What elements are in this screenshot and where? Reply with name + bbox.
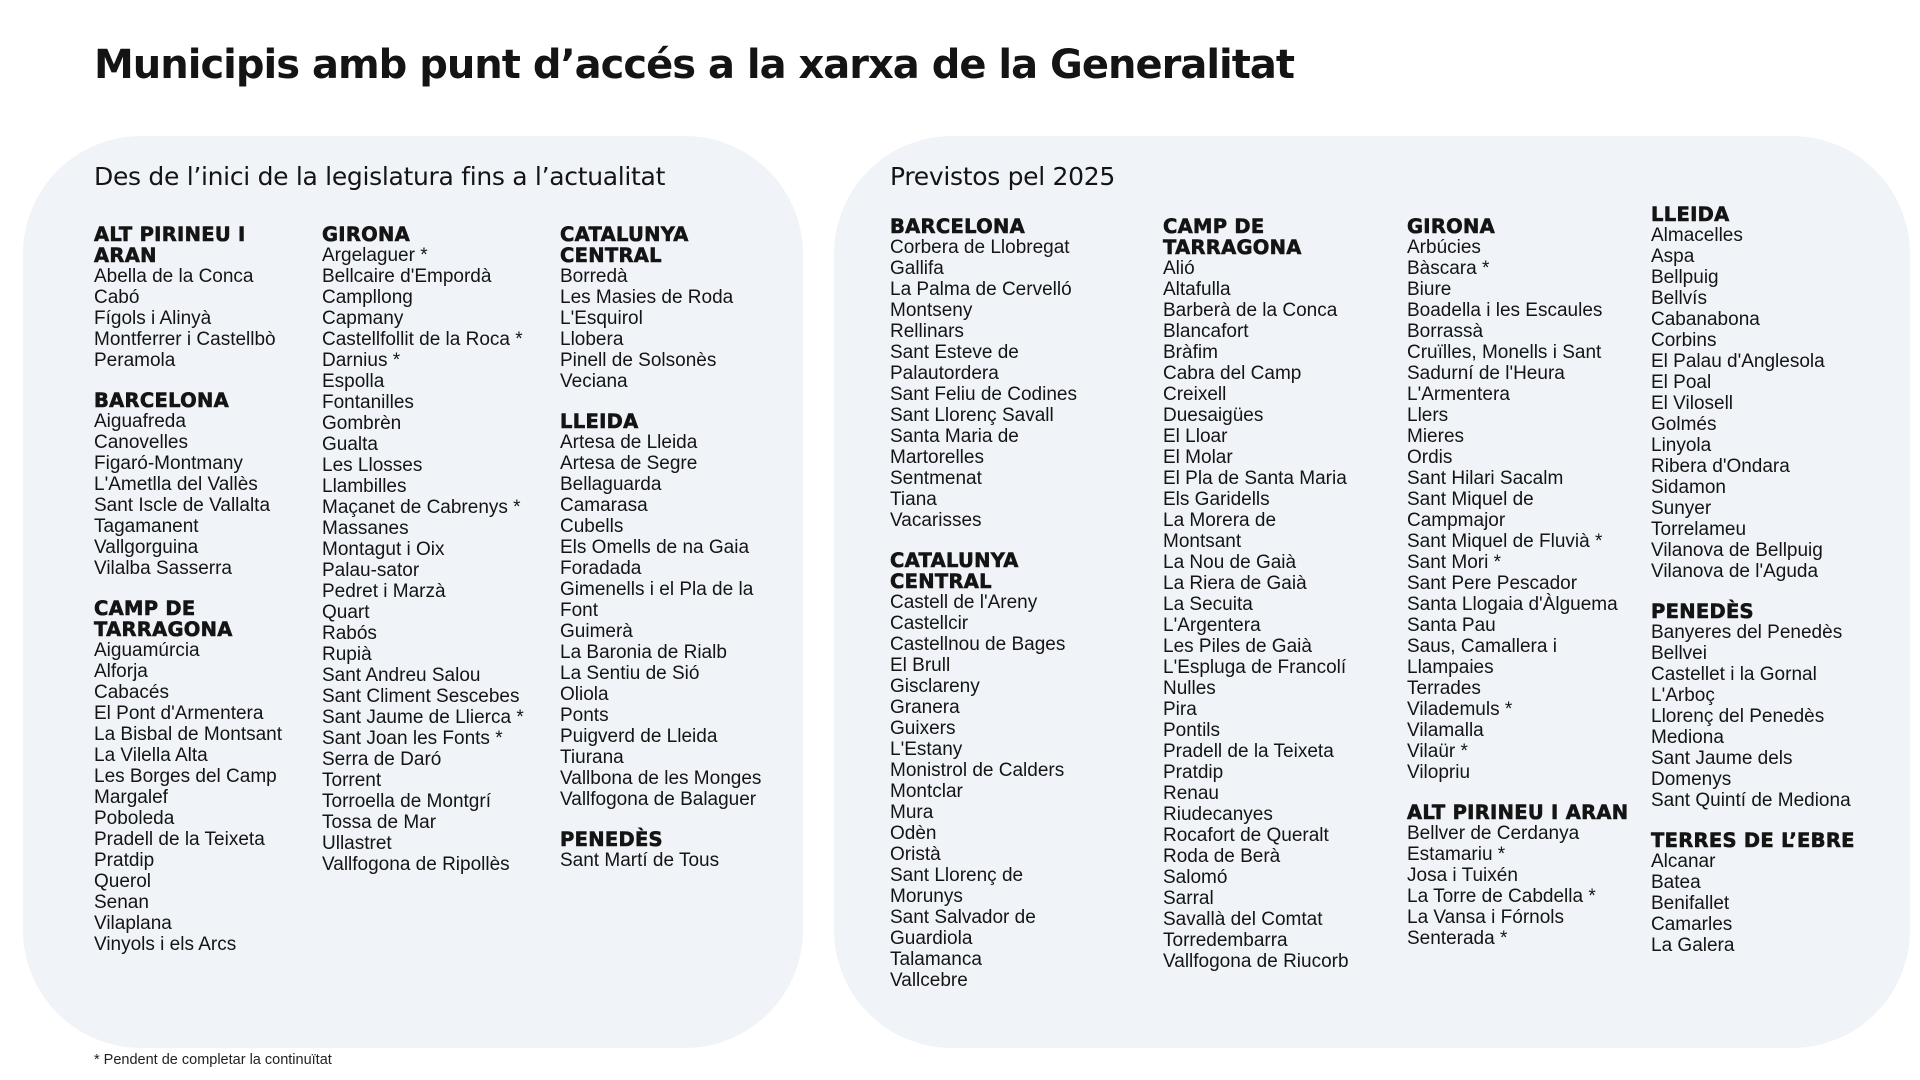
municipality-item: Les Masies de Roda: [560, 287, 734, 308]
municipality-item: Sant Mori *: [1407, 552, 1501, 573]
municipality-item: Massanes: [322, 518, 409, 539]
region-heading-line: CATALUNYA: [890, 549, 1019, 572]
municipality-item: Pradell de la Teixeta: [94, 829, 265, 850]
municipality-item: Serra de Daró: [322, 749, 442, 770]
municipality-item: Montsant: [1163, 531, 1242, 552]
municipality-item: Bellvei: [1651, 643, 1707, 664]
region-heading-line: LLEIDA: [560, 410, 639, 433]
column-1: [890, 216, 1077, 1010]
municipality-item: Les Borges del Camp: [94, 766, 277, 787]
municipality-item: Josa i Tuixén: [1407, 865, 1518, 886]
region-heading: [1651, 830, 1855, 851]
municipality-item: Margalef: [94, 787, 168, 808]
municipality-list: [94, 266, 282, 371]
municipality-item: El Poal: [1651, 372, 1712, 393]
region-group: [94, 598, 282, 955]
municipality-item: Santa Pau: [1407, 615, 1496, 636]
municipality-item: Salomó: [1163, 867, 1228, 888]
region-group: [1407, 216, 1628, 783]
municipality-item: Bràfim: [1163, 342, 1218, 363]
municipality-item: Estamariu *: [1407, 844, 1506, 865]
panel-title: Previstos pel 2025: [890, 162, 1115, 191]
region-heading: [560, 829, 761, 850]
municipality-item: El Lloar: [1163, 426, 1228, 447]
municipality-item: Peramola: [94, 350, 176, 371]
municipality-item: Sant Quintí de Mediona: [1651, 790, 1851, 811]
region-heading: [1163, 216, 1349, 258]
municipality-item: Camarasa: [560, 495, 648, 516]
municipality-item: Sant Jaume de Llierca *: [322, 707, 524, 728]
municipality-item: Vallfogona de Balaguer: [560, 789, 757, 810]
municipality-item: Vilaplana: [94, 913, 172, 934]
region-heading: [560, 224, 761, 266]
municipality-item: Saus, Camallera i: [1407, 636, 1557, 657]
column-4: [1651, 204, 1855, 975]
municipality-item: Ponts: [560, 705, 609, 726]
municipality-item: Sant Llorenç Savall: [890, 405, 1054, 426]
municipality-item: Artesa de Segre: [560, 453, 698, 474]
municipality-item: Rabós: [322, 623, 377, 644]
panel-current-legislature: [23, 136, 803, 1048]
page-title: Municipis amb punt d’accés a la xarxa de la Generalitat: [94, 42, 1294, 88]
municipality-item: La Torre de Cabdella *: [1407, 886, 1596, 907]
municipality-item: Linyola: [1651, 435, 1712, 456]
municipality-item: La Bisbal de Montsant: [94, 724, 283, 745]
municipality-item: Vilamalla: [1407, 720, 1484, 741]
municipality-item: El Molar: [1163, 447, 1233, 468]
region-heading: [890, 216, 1077, 237]
municipality-item: Aspa: [1651, 246, 1695, 267]
municipality-list: [1651, 622, 1855, 811]
municipality-item: Biure: [1407, 279, 1452, 300]
municipality-item: Pratdip: [94, 850, 155, 871]
municipality-item: Veciana: [560, 371, 628, 392]
municipality-item: Les Piles de Gaià: [1163, 636, 1312, 657]
municipality-item: Cubells: [560, 516, 624, 537]
municipality-item: Odèn: [890, 823, 937, 844]
municipality-list: [322, 245, 524, 875]
municipality-item: Sant Miquel de: [1407, 489, 1534, 510]
municipality-item: Aiguafreda: [94, 411, 186, 432]
municipality-item: Pinell de Solsonès: [560, 350, 717, 371]
region-heading: [1407, 216, 1628, 237]
municipality-item: Boadella i les Escaules: [1407, 300, 1603, 321]
municipality-list: [1163, 258, 1349, 972]
municipality-item: Puigverd de Lleida: [560, 726, 718, 747]
municipality-item: Sant Esteve de: [890, 342, 1019, 363]
municipality-item: Montagut i Oix: [322, 539, 445, 560]
municipality-list: [1651, 851, 1855, 956]
municipality-item: Sentmenat: [890, 468, 982, 489]
municipality-item: Vallgorguina: [94, 537, 199, 558]
municipality-item: L'Esquirol: [560, 308, 643, 329]
municipality-item: Poboleda: [94, 808, 175, 829]
panel-title: Des de l’inici de la legislatura fins a l’actualitat: [94, 162, 666, 191]
region-heading-line: LLEIDA: [1651, 203, 1730, 226]
region-group: [1163, 216, 1349, 972]
municipality-item: Creixell: [1163, 384, 1227, 405]
municipality-item: Borredà: [560, 266, 628, 287]
municipality-item: Monistrol de Calders: [890, 760, 1065, 781]
municipality-item: Martorelles: [890, 447, 984, 468]
municipality-item: Senan: [94, 892, 149, 913]
municipality-item: Campllong: [322, 287, 413, 308]
municipality-item: La Vilella Alta: [94, 745, 208, 766]
municipality-item: Castell de l'Areny: [890, 592, 1038, 613]
municipality-item: Morunys: [890, 886, 963, 907]
region-heading: [1407, 802, 1628, 823]
municipality-item: La Galera: [1651, 935, 1735, 956]
region-heading-line: BARCELONA: [890, 215, 1026, 238]
municipality-item: El Vilosell: [1651, 393, 1734, 414]
municipality-item: Altafulla: [1163, 279, 1231, 300]
municipality-item: Santa Llogaia d'Àlguema: [1407, 594, 1618, 615]
region-group: [1651, 830, 1855, 956]
municipality-item: Torrent: [322, 770, 382, 791]
municipality-item: Tagamanent: [94, 516, 199, 537]
column-2: [322, 224, 524, 894]
municipality-item: Vallbona de les Monges: [560, 768, 762, 789]
region-heading: [94, 598, 282, 640]
municipality-item: Castellfollit de la Roca *: [322, 329, 523, 350]
municipality-item: Granera: [890, 697, 960, 718]
municipality-list: [890, 237, 1077, 531]
municipality-item: Montclar: [890, 781, 963, 802]
municipality-item: Terrades: [1407, 678, 1481, 699]
municipality-list: [560, 266, 761, 392]
municipality-item: Font: [560, 600, 599, 621]
region-heading: [890, 550, 1077, 592]
region-heading-line: GIRONA: [322, 223, 411, 246]
region-group: [1407, 802, 1628, 949]
municipality-item: L'Estany: [890, 739, 963, 760]
municipality-item: Quart: [322, 602, 370, 623]
municipality-item: Santa Maria de: [890, 426, 1019, 447]
municipality-item: Aiguamúrcia: [94, 640, 200, 661]
municipality-item: Sant Andreu Salou: [322, 665, 481, 686]
municipality-item: Alcanar: [1651, 851, 1716, 872]
municipality-item: Alió: [1163, 258, 1195, 279]
municipality-item: Rupià: [322, 644, 372, 665]
municipality-item: Cruïlles, Monells i Sant: [1407, 342, 1602, 363]
region-heading-line: TARRAGONA: [1163, 236, 1302, 259]
municipality-item: La Sentiu de Sió: [560, 663, 700, 684]
municipality-item: Mura: [890, 802, 934, 823]
municipality-item: Cabanabona: [1651, 309, 1760, 330]
municipality-item: Tiurana: [560, 747, 624, 768]
municipality-item: Querol: [94, 871, 152, 892]
region-heading-line: ARAN: [94, 244, 157, 267]
municipality-item: Vilaür *: [1407, 741, 1468, 762]
municipality-list: [1651, 225, 1855, 582]
municipality-item: Gimenells i el Pla de la: [560, 579, 754, 600]
region-group: [1651, 204, 1855, 582]
municipality-item: El Brull: [890, 655, 951, 676]
municipality-item: Ullastret: [322, 833, 392, 854]
municipality-item: Oliola: [560, 684, 609, 705]
municipality-item: L'Argentera: [1163, 615, 1261, 636]
municipality-item: Llobera: [560, 329, 624, 350]
municipality-item: Sant Climent Sescebes: [322, 686, 520, 707]
municipality-item: Fígols i Alinyà: [94, 308, 212, 329]
municipality-item: Oristà: [890, 844, 941, 865]
municipality-item: Vacarisses: [890, 510, 982, 531]
municipality-item: Sarral: [1163, 888, 1214, 909]
municipality-item: Ribera d'Ondara: [1651, 456, 1790, 477]
municipality-item: Vinyols i els Arcs: [94, 934, 237, 955]
region-heading-line: BARCELONA: [94, 389, 230, 412]
municipality-item: Foradada: [560, 558, 642, 579]
region-heading-line: CAMP DE: [1163, 215, 1265, 238]
municipality-item: Llampaies: [1407, 657, 1494, 678]
municipality-list: [94, 411, 282, 579]
region-group: [94, 390, 282, 579]
municipality-item: Vallfogona de Ripollès: [322, 854, 510, 875]
municipality-item: L'Espluga de Francolí: [1163, 657, 1347, 678]
municipality-item: Camarles: [1651, 914, 1733, 935]
municipality-item: Rocafort de Queralt: [1163, 825, 1329, 846]
municipality-item: Darnius *: [322, 350, 401, 371]
municipality-item: Torredembarra: [1163, 930, 1288, 951]
municipality-item: Espolla: [322, 371, 385, 392]
municipality-item: Vallfogona de Riucorb: [1163, 951, 1349, 972]
municipality-item: Sant Hilari Sacalm: [1407, 468, 1564, 489]
municipality-item: Barberà de la Conca: [1163, 300, 1338, 321]
municipality-item: Corbera de Llobregat: [890, 237, 1070, 258]
region-heading-line: CATALUNYA: [560, 223, 689, 246]
municipality-item: Roda de Berà: [1163, 846, 1281, 867]
municipality-item: L'Armentera: [1407, 384, 1510, 405]
municipality-list: [94, 640, 282, 955]
municipality-item: Llambilles: [322, 476, 407, 497]
municipality-item: Torrelameu: [1651, 519, 1747, 540]
panel-planned-2025: [834, 136, 1910, 1048]
municipality-item: Cabra del Camp: [1163, 363, 1302, 384]
region-heading: [94, 390, 282, 411]
region-heading-line: CAMP DE: [94, 597, 196, 620]
municipality-item: Bellvís: [1651, 288, 1707, 309]
municipality-item: Vilopriu: [1407, 762, 1471, 783]
region-heading-line: CENTRAL: [890, 570, 992, 593]
municipality-item: Figaró-Montmany: [94, 453, 243, 474]
municipality-item: Sant Salvador de: [890, 907, 1036, 928]
municipality-item: Vilalba Sasserra: [94, 558, 233, 579]
municipality-item: Riudecanyes: [1163, 804, 1273, 825]
municipality-item: Pradell de la Teixeta: [1163, 741, 1334, 762]
municipality-item: Arbúcies: [1407, 237, 1481, 258]
municipality-list: [560, 850, 761, 871]
municipality-item: Savallà del Comtat: [1163, 909, 1323, 930]
municipality-item: Llers: [1407, 405, 1449, 426]
region-heading-line: GIRONA: [1407, 215, 1496, 238]
municipality-item: Capmany: [322, 308, 404, 329]
region-heading-line: ALT PIRINEU I ARAN: [1407, 801, 1629, 824]
municipality-item: Bellaguarda: [560, 474, 662, 495]
region-group: [560, 829, 761, 871]
municipality-item: Vilanova de Bellpuig: [1651, 540, 1823, 561]
municipality-item: Duesaigües: [1163, 405, 1264, 426]
municipality-item: La Riera de Gaià: [1163, 573, 1307, 594]
column-3: [1407, 216, 1628, 968]
municipality-item: Pira: [1163, 699, 1197, 720]
municipality-list: [890, 592, 1077, 991]
municipality-item: Batea: [1651, 872, 1701, 893]
region-heading-line: TERRES DE L’EBRE: [1651, 829, 1855, 852]
municipality-item: Sadurní de l'Heura: [1407, 363, 1565, 384]
region-group: [322, 224, 524, 875]
municipality-item: Sant Martí de Tous: [560, 850, 720, 871]
region-group: [890, 216, 1077, 531]
municipality-item: Sant Miquel de Fluvià *: [1407, 531, 1603, 552]
municipality-item: Fontanilles: [322, 392, 414, 413]
municipality-item: Mediona: [1651, 727, 1724, 748]
municipality-item: Pratdip: [1163, 762, 1224, 783]
municipality-item: Sant Iscle de Vallalta: [94, 495, 271, 516]
municipality-item: Corbins: [1651, 330, 1717, 351]
footnote: * Pendent de completar la continuïtat: [94, 1052, 332, 1068]
column-3: [560, 224, 761, 890]
region-group: [890, 550, 1077, 991]
municipality-item: Vilanova de l'Aguda: [1651, 561, 1819, 582]
municipality-item: Almacelles: [1651, 225, 1743, 246]
municipality-item: Bellcaire d'Empordà: [322, 266, 492, 287]
municipality-item: Bàscara *: [1407, 258, 1490, 279]
municipality-item: Castellet i la Gornal: [1651, 664, 1817, 685]
municipality-item: El Palau d'Anglesola: [1651, 351, 1825, 372]
municipality-item: Campmajor: [1407, 510, 1506, 531]
municipality-item: El Pla de Santa Maria: [1163, 468, 1347, 489]
municipality-item: Palau-sator: [322, 560, 420, 581]
municipality-item: Els Omells de na Gaia: [560, 537, 750, 558]
municipality-list: [560, 432, 761, 810]
municipality-item: Gallifa: [890, 258, 944, 279]
municipality-item: Gualta: [322, 434, 378, 455]
municipality-item: Abella de la Conca: [94, 266, 254, 287]
municipality-item: Borrassà: [1407, 321, 1484, 342]
municipality-item: Els Garidells: [1163, 489, 1270, 510]
region-heading-line: TARRAGONA: [94, 618, 233, 641]
municipality-item: Blancafort: [1163, 321, 1249, 342]
region-group: [94, 224, 282, 371]
region-heading-line: PENEDÈS: [1651, 600, 1754, 623]
municipality-item: Gombrèn: [322, 413, 402, 434]
municipality-item: Torroella de Montgrí: [322, 791, 491, 812]
region-heading: [560, 411, 761, 432]
region-group: [1651, 601, 1855, 811]
region-heading: [322, 224, 524, 245]
region-group: [560, 411, 761, 810]
municipality-item: Sant Feliu de Codines: [890, 384, 1077, 405]
municipality-item: Les Llosses: [322, 455, 423, 476]
municipality-item: Rellinars: [890, 321, 964, 342]
municipality-list: [1407, 237, 1628, 783]
municipality-item: Vilademuls *: [1407, 699, 1513, 720]
municipality-item: Sidamon: [1651, 477, 1726, 498]
municipality-item: Palautordera: [890, 363, 999, 384]
region-heading-line: PENEDÈS: [560, 828, 663, 851]
municipality-item: Pedret i Marzà: [322, 581, 446, 602]
municipality-item: Tiana: [890, 489, 937, 510]
municipality-item: Nulles: [1163, 678, 1216, 699]
municipality-item: Bellver de Cerdanya: [1407, 823, 1580, 844]
region-heading-line: ALT PIRINEU I: [94, 223, 246, 246]
municipality-item: La Palma de Cervelló: [890, 279, 1072, 300]
municipality-item: Gisclareny: [890, 676, 980, 697]
municipality-item: Artesa de Lleida: [560, 432, 698, 453]
municipality-item: La Secuita: [1163, 594, 1253, 615]
municipality-item: Vallcebre: [890, 970, 968, 991]
municipality-item: Cabó: [94, 287, 140, 308]
municipality-item: Benifallet: [1651, 893, 1730, 914]
municipality-item: Talamanca: [890, 949, 982, 970]
municipality-item: Sant Jaume dels: [1651, 748, 1793, 769]
municipality-item: Llorenç del Penedès: [1651, 706, 1825, 727]
municipality-item: Montseny: [890, 300, 973, 321]
municipality-item: Sunyer: [1651, 498, 1712, 519]
municipality-item: La Nou de Gaià: [1163, 552, 1297, 573]
municipality-list: [1407, 823, 1628, 949]
municipality-item: Argelaguer *: [322, 245, 428, 266]
region-heading: [1651, 204, 1855, 225]
municipality-item: La Baronia de Rialb: [560, 642, 727, 663]
municipality-item: Sant Pere Pescador: [1407, 573, 1578, 594]
municipality-item: Castellnou de Bages: [890, 634, 1066, 655]
region-heading-line: CENTRAL: [560, 244, 662, 267]
column-2: [1163, 216, 1349, 991]
municipality-item: Sant Llorenç de: [890, 865, 1024, 886]
municipality-item: Mieres: [1407, 426, 1465, 447]
municipality-item: Tossa de Mar: [322, 812, 437, 833]
municipality-item: Cabacés: [94, 682, 169, 703]
region-group: [560, 224, 761, 392]
municipality-item: Golmés: [1651, 414, 1717, 435]
municipality-item: Montferrer i Castellbò: [94, 329, 276, 350]
municipality-item: Sant Joan les Fonts *: [322, 728, 503, 749]
municipality-item: El Pont d'Armentera: [94, 703, 264, 724]
municipality-item: Canovelles: [94, 432, 188, 453]
municipality-item: Alforja: [94, 661, 148, 682]
municipality-item: Renau: [1163, 783, 1219, 804]
region-heading: [94, 224, 282, 266]
municipality-item: L'Arboç: [1651, 685, 1715, 706]
municipality-item: Castellcir: [890, 613, 969, 634]
municipality-item: Banyeres del Penedès: [1651, 622, 1843, 643]
column-1: [94, 224, 282, 974]
municipality-item: Maçanet de Cabrenys *: [322, 497, 521, 518]
municipality-item: L'Ametlla del Vallès: [94, 474, 258, 495]
region-heading: [1651, 601, 1855, 622]
municipality-item: Domenys: [1651, 769, 1732, 790]
municipality-item: Senterada *: [1407, 928, 1508, 949]
municipality-item: Guimerà: [560, 621, 633, 642]
municipality-item: Pontils: [1163, 720, 1221, 741]
municipality-item: Bellpuig: [1651, 267, 1719, 288]
municipality-item: Guardiola: [890, 928, 973, 949]
municipality-item: La Morera de: [1163, 510, 1277, 531]
municipality-item: La Vansa i Fórnols: [1407, 907, 1565, 928]
municipality-item: Guixers: [890, 718, 956, 739]
municipality-item: Ordis: [1407, 447, 1453, 468]
